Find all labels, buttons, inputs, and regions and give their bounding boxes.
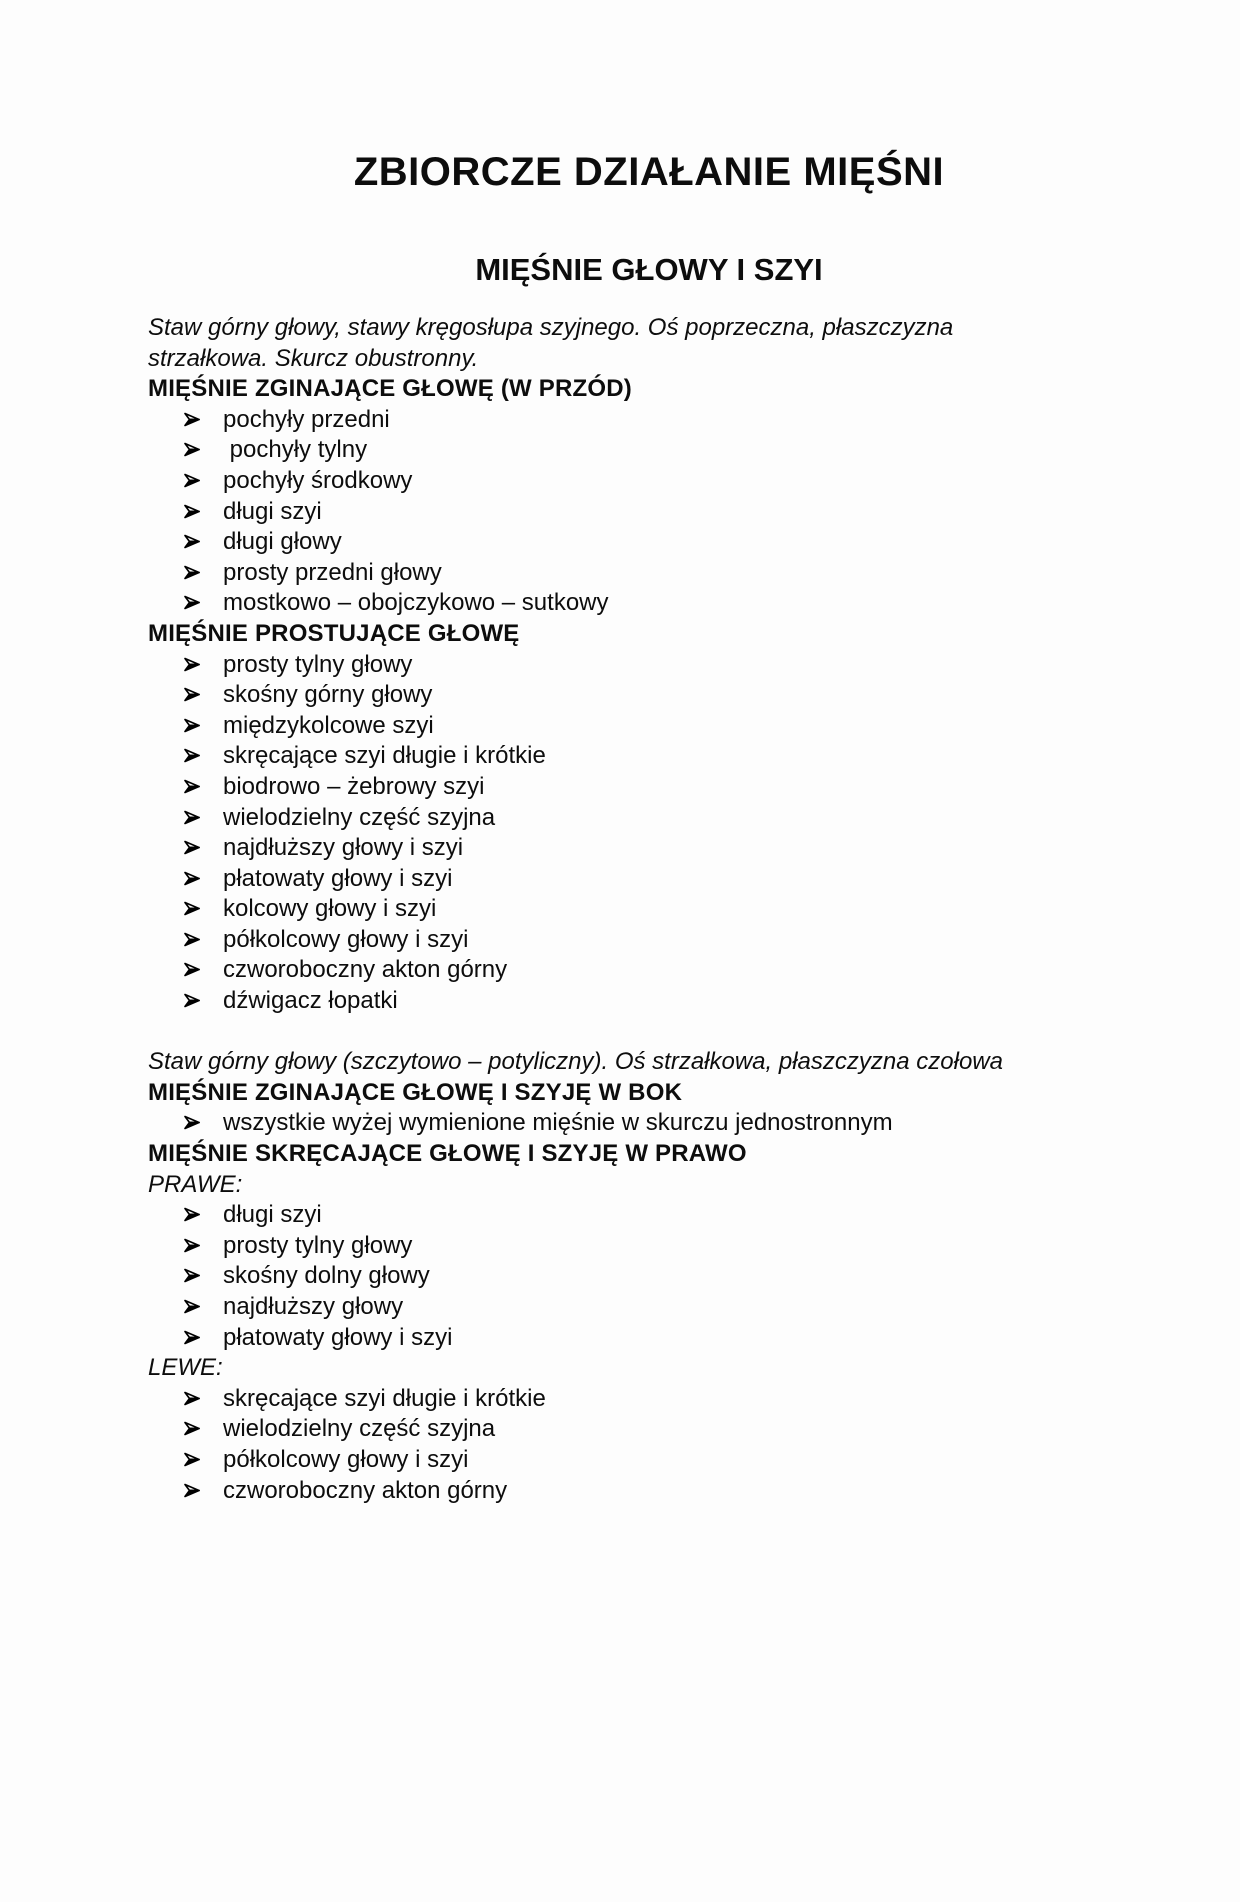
section-heading: MIĘŚNIE ZGINAJĄCE GŁOWĘ (W PRZÓD) <box>148 375 632 403</box>
list-item <box>148 894 1150 925</box>
italic-paragraph-line: LEWE: <box>148 1354 223 1382</box>
list-item-text: prosty tylny głowy <box>223 650 413 678</box>
list-item <box>148 1231 1150 1262</box>
list-item-text: płatowaty głowy i szyi <box>223 1323 453 1351</box>
section-heading: MIĘŚNIE PROSTUJĄCE GŁOWĘ <box>148 619 520 647</box>
arrow-bullet-icon <box>183 532 223 549</box>
muscle-list <box>148 1384 1150 1506</box>
list-item-text: wielodzielny część szyjna <box>223 1415 496 1443</box>
list-item <box>148 1384 1150 1415</box>
list-item-text: mostkowo – obojczykowo – sutkowy <box>223 589 609 617</box>
list-item <box>148 558 1150 589</box>
document-title: ZBIORCZE DZIAŁANIE MIĘŚNI <box>353 150 945 194</box>
list-item-text: międzykolcowe szyi <box>223 711 434 739</box>
list-item-text: prosty przedni głowy <box>223 558 442 586</box>
arrow-bullet-icon <box>183 808 223 825</box>
list-item <box>148 1200 1150 1231</box>
list-item <box>148 1445 1150 1476</box>
list-item <box>148 925 1150 956</box>
arrow-bullet-icon <box>183 685 223 702</box>
arrow-bullet-icon <box>183 1113 223 1130</box>
list-item-text: prosty tylny głowy <box>223 1231 413 1259</box>
arrow-bullet-icon <box>183 1389 223 1406</box>
list-item-text: długi głowy <box>223 528 342 556</box>
arrow-bullet-icon <box>183 991 223 1008</box>
list-item-text: skośny górny głowy <box>223 681 433 709</box>
arrow-bullet-icon <box>183 899 223 916</box>
list-item <box>148 650 1150 681</box>
italic-paragraph-line: strzałkowa. Skurcz obustronny. <box>148 344 479 372</box>
list-item <box>148 986 1150 1017</box>
arrow-bullet-icon <box>183 471 223 488</box>
muscle-list <box>148 405 1150 619</box>
list-item <box>148 1108 1150 1139</box>
list-item <box>148 1414 1150 1445</box>
arrow-bullet-icon <box>183 869 223 886</box>
list-item <box>148 741 1150 772</box>
list-item <box>148 1292 1150 1323</box>
list-item <box>148 497 1150 528</box>
list-item <box>148 955 1150 986</box>
list-item-text: dźwigacz łopatki <box>223 987 398 1015</box>
blank-line <box>148 1017 1150 1048</box>
arrow-bullet-icon <box>183 502 223 519</box>
arrow-bullet-icon <box>183 1205 223 1222</box>
arrow-bullet-icon <box>183 930 223 947</box>
list-item <box>148 1323 1150 1354</box>
arrow-bullet-icon <box>183 1297 223 1314</box>
arrow-bullet-icon <box>183 655 223 672</box>
list-item-text: półkolcowy głowy i szyi <box>223 1445 469 1473</box>
arrow-bullet-icon <box>183 593 223 610</box>
list-item <box>148 466 1150 497</box>
section-heading: MIĘŚNIE SKRĘCAJĄCE GŁOWĘ I SZYJĘ W PRAWO <box>148 1140 747 1168</box>
list-item-text: płatowaty głowy i szyi <box>223 864 453 892</box>
arrow-bullet-icon <box>183 1236 223 1253</box>
list-item-text: biodrowo – żebrowy szyi <box>223 772 485 800</box>
list-item <box>148 588 1150 619</box>
list-item-text: skręcające szyi długie i krótkie <box>223 742 546 770</box>
list-item <box>148 527 1150 558</box>
arrow-bullet-icon <box>183 716 223 733</box>
arrow-bullet-icon <box>183 410 223 427</box>
arrow-bullet-icon <box>183 777 223 794</box>
italic-paragraph-line: PRAWE: <box>148 1170 243 1198</box>
list-item <box>148 680 1150 711</box>
list-item-text: czworoboczny akton górny <box>223 1476 508 1504</box>
list-item <box>148 833 1150 864</box>
italic-paragraph-line: Staw górny głowy, stawy kręgosłupa szyjnego. Oś poprzeczna, płaszczyzna <box>148 314 954 341</box>
document-body <box>148 313 1150 1506</box>
list-item <box>148 864 1150 895</box>
list-item <box>148 803 1150 834</box>
list-item-text: półkolcowy głowy i szyi <box>223 925 469 953</box>
arrow-bullet-icon <box>183 1419 223 1436</box>
arrow-bullet-icon <box>183 563 223 580</box>
list-item-text: skośny dolny głowy <box>223 1262 430 1290</box>
document-page <box>0 148 1240 1902</box>
muscle-list <box>148 1200 1150 1353</box>
list-item-text: wielodzielny część szyjna <box>223 803 496 831</box>
arrow-bullet-icon <box>183 1481 223 1498</box>
arrow-bullet-icon <box>183 1450 223 1467</box>
arrow-bullet-icon <box>183 838 223 855</box>
muscle-list <box>148 1108 1150 1139</box>
document-subtitle: MIĘŚNIE GŁOWY I SZYI <box>475 252 823 287</box>
list-item-text: wszystkie wyżej wymienione mięśnie w skurczu jednostronnym <box>223 1109 893 1137</box>
list-item-text: najdłuższy głowy <box>223 1293 404 1320</box>
list-item <box>148 772 1150 803</box>
arrow-bullet-icon <box>183 440 223 457</box>
italic-paragraph-line: Staw górny głowy (szczytowo – potyliczny). Oś strzałkowa, płaszczyzna czołowa <box>148 1048 1003 1076</box>
arrow-bullet-icon <box>183 960 223 977</box>
muscle-list <box>148 650 1150 1017</box>
arrow-bullet-icon <box>183 746 223 763</box>
list-item <box>148 711 1150 742</box>
list-item <box>148 405 1150 436</box>
list-item-text: długi szyi <box>223 497 322 525</box>
list-item <box>148 435 1150 466</box>
list-item-text: pochyły przedni <box>223 405 390 433</box>
list-item-text: pochyły tylny <box>223 436 368 464</box>
arrow-bullet-icon <box>183 1328 223 1345</box>
list-item-text: długi szyi <box>223 1201 322 1229</box>
list-item <box>148 1476 1150 1507</box>
arrow-bullet-icon <box>183 1266 223 1283</box>
list-item-text: najdłuższy głowy i szyi <box>223 834 464 862</box>
list-item-text: czworoboczny akton górny <box>223 956 508 984</box>
list-item <box>148 1261 1150 1292</box>
list-item-text: pochyły środkowy <box>223 466 413 494</box>
list-item-text: kolcowy głowy i szyi <box>223 895 437 923</box>
section-heading: MIĘŚNIE ZGINAJĄCE GŁOWĘ I SZYJĘ W BOK <box>148 1078 683 1106</box>
list-item-text: skręcające szyi długie i krótkie <box>223 1384 546 1412</box>
